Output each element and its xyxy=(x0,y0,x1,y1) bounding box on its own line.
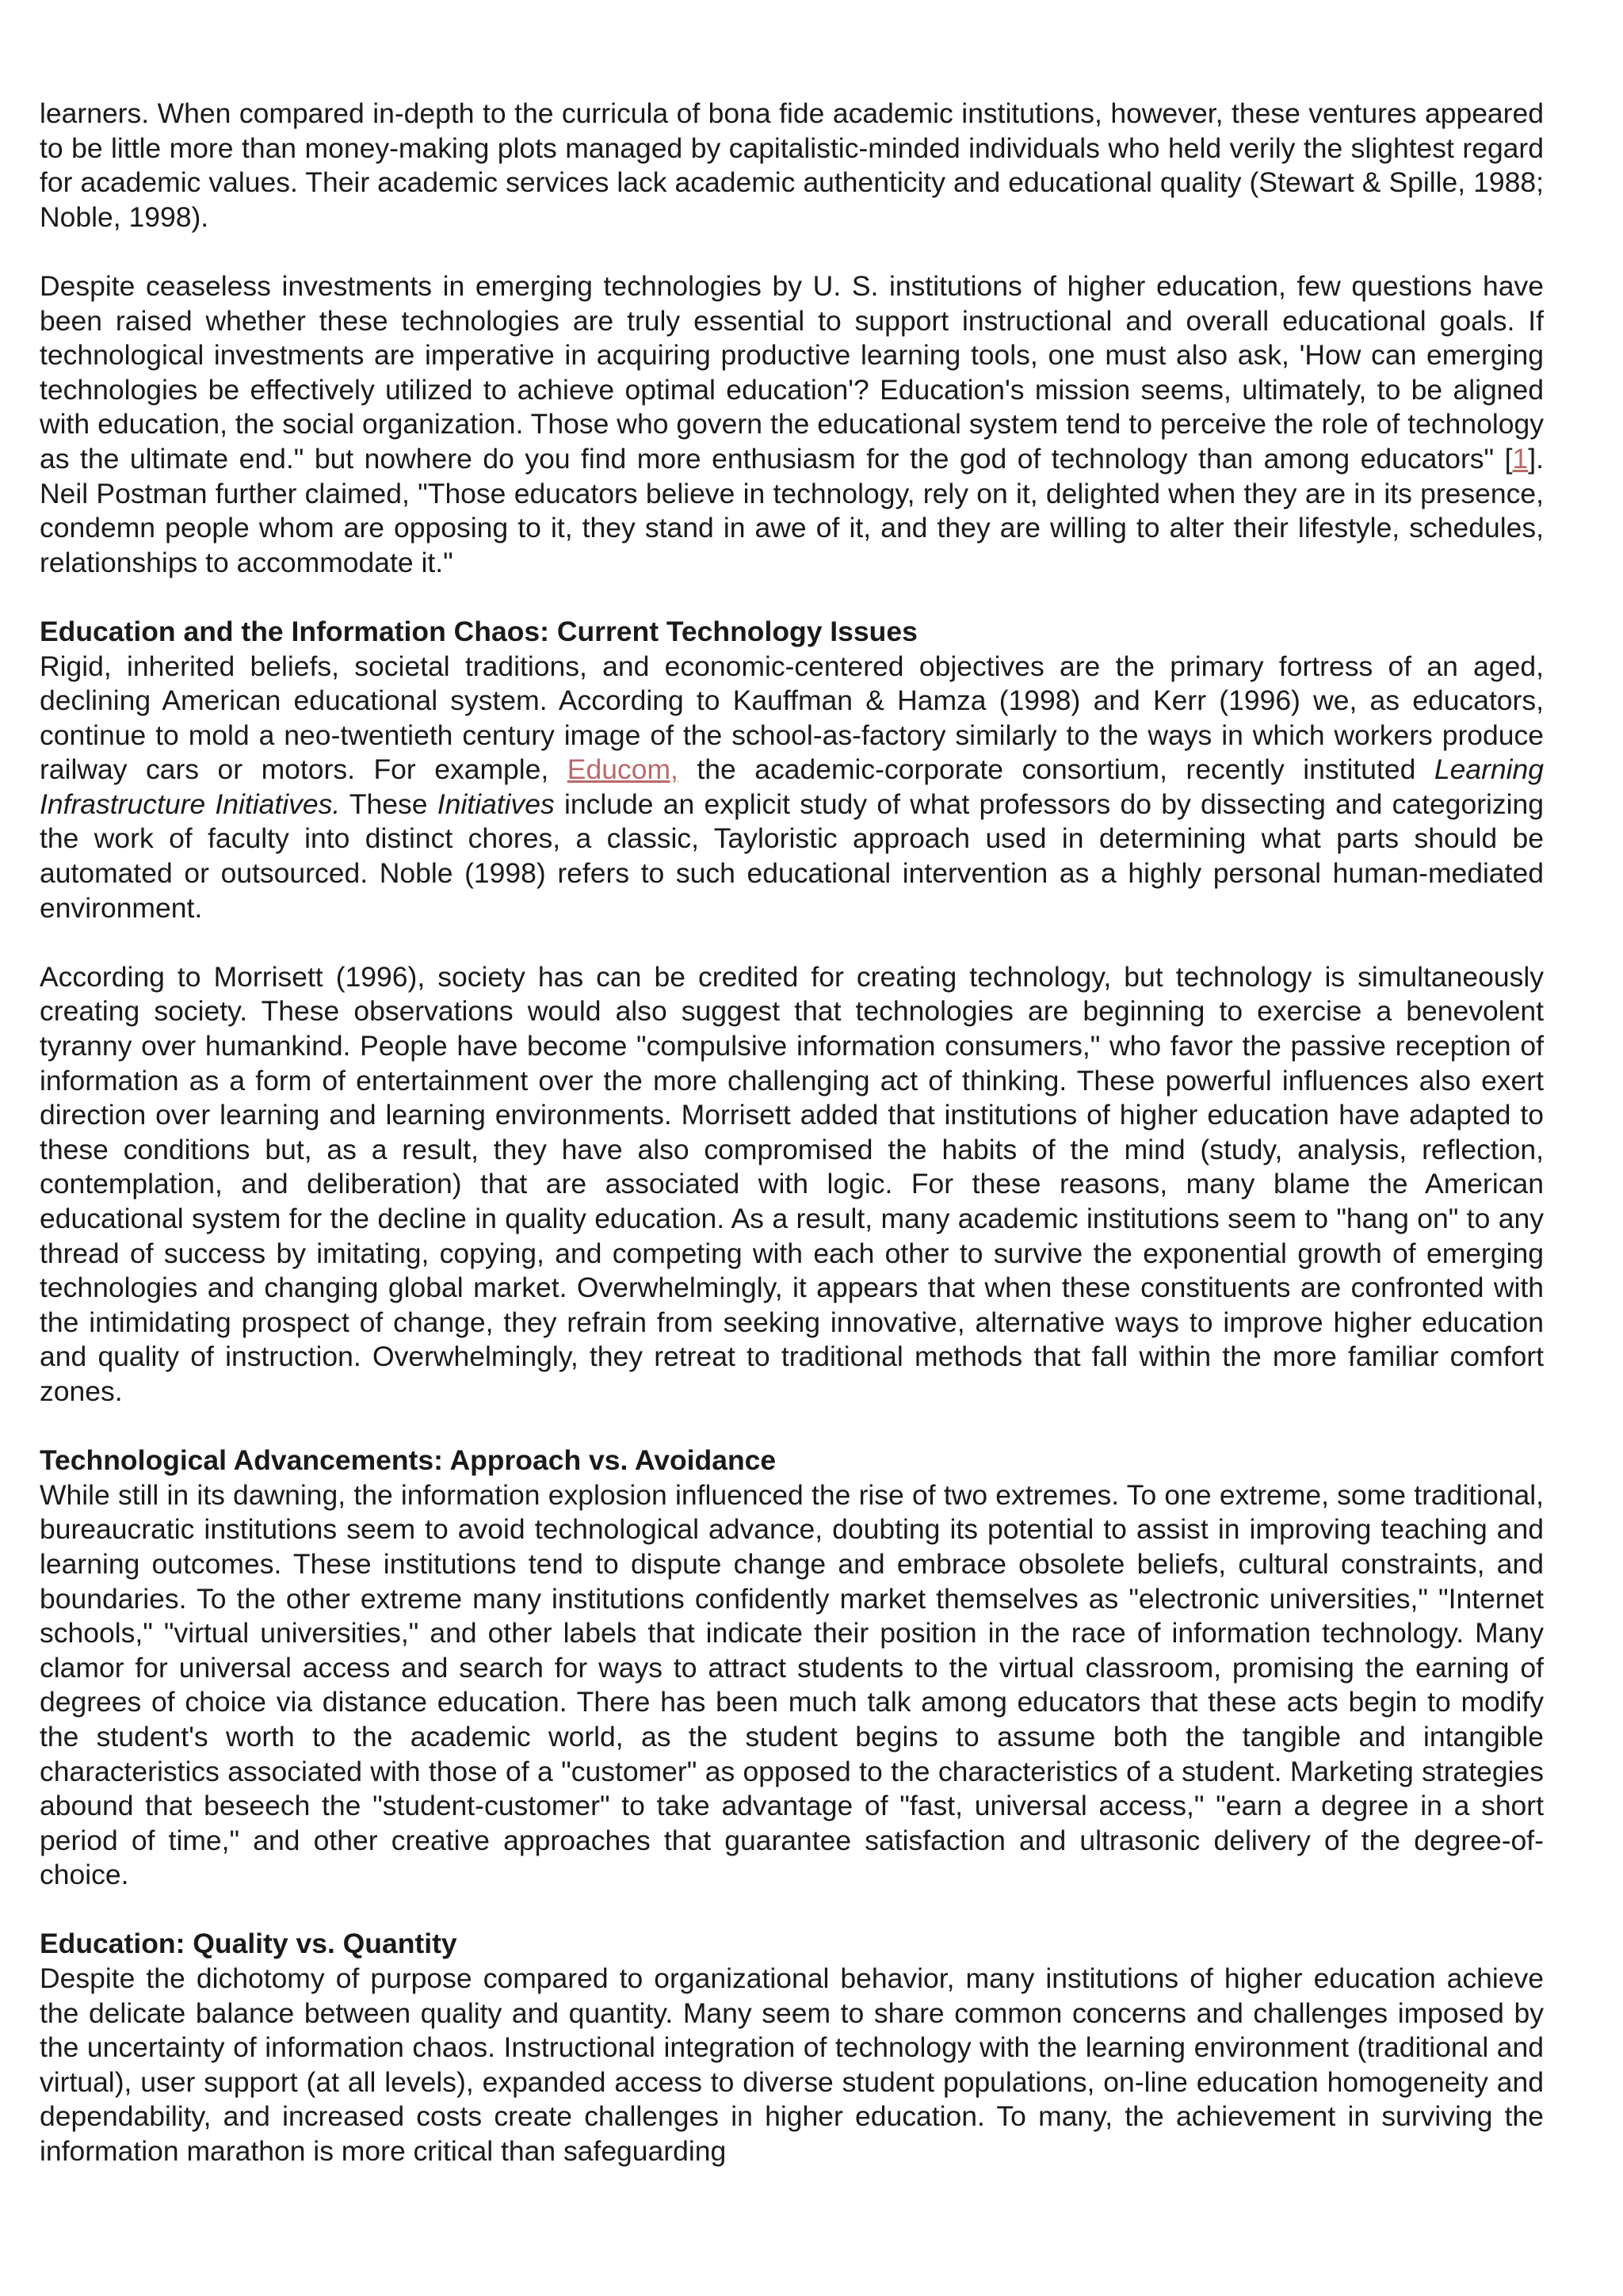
document-body xyxy=(40,97,1544,2203)
paragraph-learners: learners. When compared in-depth to the curricula of bona fide academic institutions, however, these ventures appeared to be little more than money-making plots managed by capitalistic-minded individuals who held verily the slightest regard for academic values. Their academic services lack academic authenticity and educational quality (Stewart & Spille, 1988; Noble, 1998). xyxy=(40,97,1544,233)
paragraph-information-explosion: While still in its dawning, the information explosion influenced the rise of two extremes. To one extreme, some traditional, bureaucratic institutions seem to avoid technological advance, doubting its potential to assist in improving teaching and learning outcomes. These institutions tend to dispute change and embrace obsolete beliefs, cultural constraints, and boundaries. To the other extreme many institutions confidently market themselves as "electronic universities," "Internet schools," "virtual universities," and other labels that indicate their position in the race of information technology. Many clamor for universal access and search for ways to attract students to the virtual classroom, promising the earning of degrees of choice via distance education. There has been much talk among educators that these acts begin to modify the student's worth to the academic world, as the student begins to assume both the tangible and intangible characteristics associated with those of a "customer" as opposed to the characteristics of a student. Marketing strategies abound that beseech the "student-customer" to take advantage of "fast, universal access," "earn a degree in a short period of time," and other creative approaches that guarantee satisfaction and ultrasonic delivery of the degree-of-choice. xyxy=(40,1478,1544,1891)
educom-link[interactable]: Educom, xyxy=(567,753,678,786)
paragraph-dichotomy: Despite the dichotomy of purpose compared to organizational behavior, many institutions of higher education achieve the delicate balance between quality and quantity. Many seem to share common concerns and challenges imposed by the uncertainty of information chaos. Instructional integration of technology with the learning environment (traditional and virtual), user support (at all levels), expanded access to diverse student populations, on-line education homogeneity and dependability, and increased costs create challenges in higher education. To many, the achievement in surviving the information marathon is more critical than safeguarding xyxy=(40,1962,1544,2168)
footnote-link-1[interactable]: 1 xyxy=(1512,442,1529,475)
paragraph-investments: Despite ceaseless investments in emerging technologies by U. S. institutions of higher education, few questions have been raised whether these technologies are truly essential to support instructional and overall educational goals. If technological investments are imperative in acquiring productive learning tools, one must also ask, 'How can emerging technologies be effectively utilized to achieve optimal education'? Education's mission seems, ultimately, to be aligned with education, the social organization. Those who govern the educational system tend to perceive the role of technology as the ultimate end." but nowhere do you find more enthusiasm for the god of technology than among educators" [1]. Neil Postman further claimed, "Those educators believe in technology, rely on it, delighted when they are in its presence, condemn people whom are opposing to it, they stand in awe of it, and they are willing to alter their lifestyle, schedules, relationships to accommodate it." xyxy=(40,269,1544,578)
paragraph-rigid-beliefs: Rigid, inherited beliefs, societal traditions, and economic-centered objectives are the primary fortress of an aged, declining American educational system. According to Kauffman & Hamza (1998) and Kerr (1996) we, as educators, continue to mold a neo-twentieth century image of the school-as-factory similarly to the ways in which workers produce railway cars or motors. For example, Educom, the academic-corporate consortium, recently instituted Learning Infrastructure Initiatives. These Initiatives include an explicit study of what professors do by dissecting and categorizing the work of faculty into distinct chores, a classic, Tayloristic approach used in determining what parts should be automated or outsourced. Noble (1998) refers to such educational intervention as a highly personal human-mediated environment. xyxy=(40,650,1545,924)
heading-quality-quantity: Education: Quality vs. Quantity xyxy=(40,1928,457,1960)
italic-learning-infrastructure: Learning Infrastructure Initiatives. xyxy=(40,753,1545,820)
heading-information-chaos: Education and the Information Chaos: Current Technology Issues xyxy=(40,615,918,647)
italic-initiatives: Initiatives xyxy=(437,788,555,820)
paragraph-morrisett: According to Morrisett (1996), society has can be credited for creating technology, but technology is simultaneously creating society. These observations would also suggest that technologies are beginning to exercise a benevolent tyranny over humankind. People have become "compulsive information consumers," who favor the passive reception of information as a form of entertainment over the more challenging act of thinking. These powerful influences also exert direction over learning and learning environments. Morrisett added that institutions of higher education have adapted to these conditions but, as a result, they have also compromised the habits of the mind (study, analysis, reflection, contemplation, and deliberation) that are associated with logic. For these reasons, many blame the American educational system for the decline in quality education. As a result, many academic institutions seem to "hang on" to any thread of success by imitating, copying, and competing with each other to survive the exponential growth of emerging technologies and changing global market. Overwhelmingly, it appears that when these constituents are confronted with the intimidating prospect of change, they refrain from seeking innovative, alternative ways to improve higher education and quality of instruction. Overwhelmingly, they retreat to traditional methods that fall within the more familiar comfort zones. xyxy=(40,960,1544,1407)
heading-approach-avoidance: Technological Advancements: Approach vs. Avoidance xyxy=(40,1444,777,1477)
